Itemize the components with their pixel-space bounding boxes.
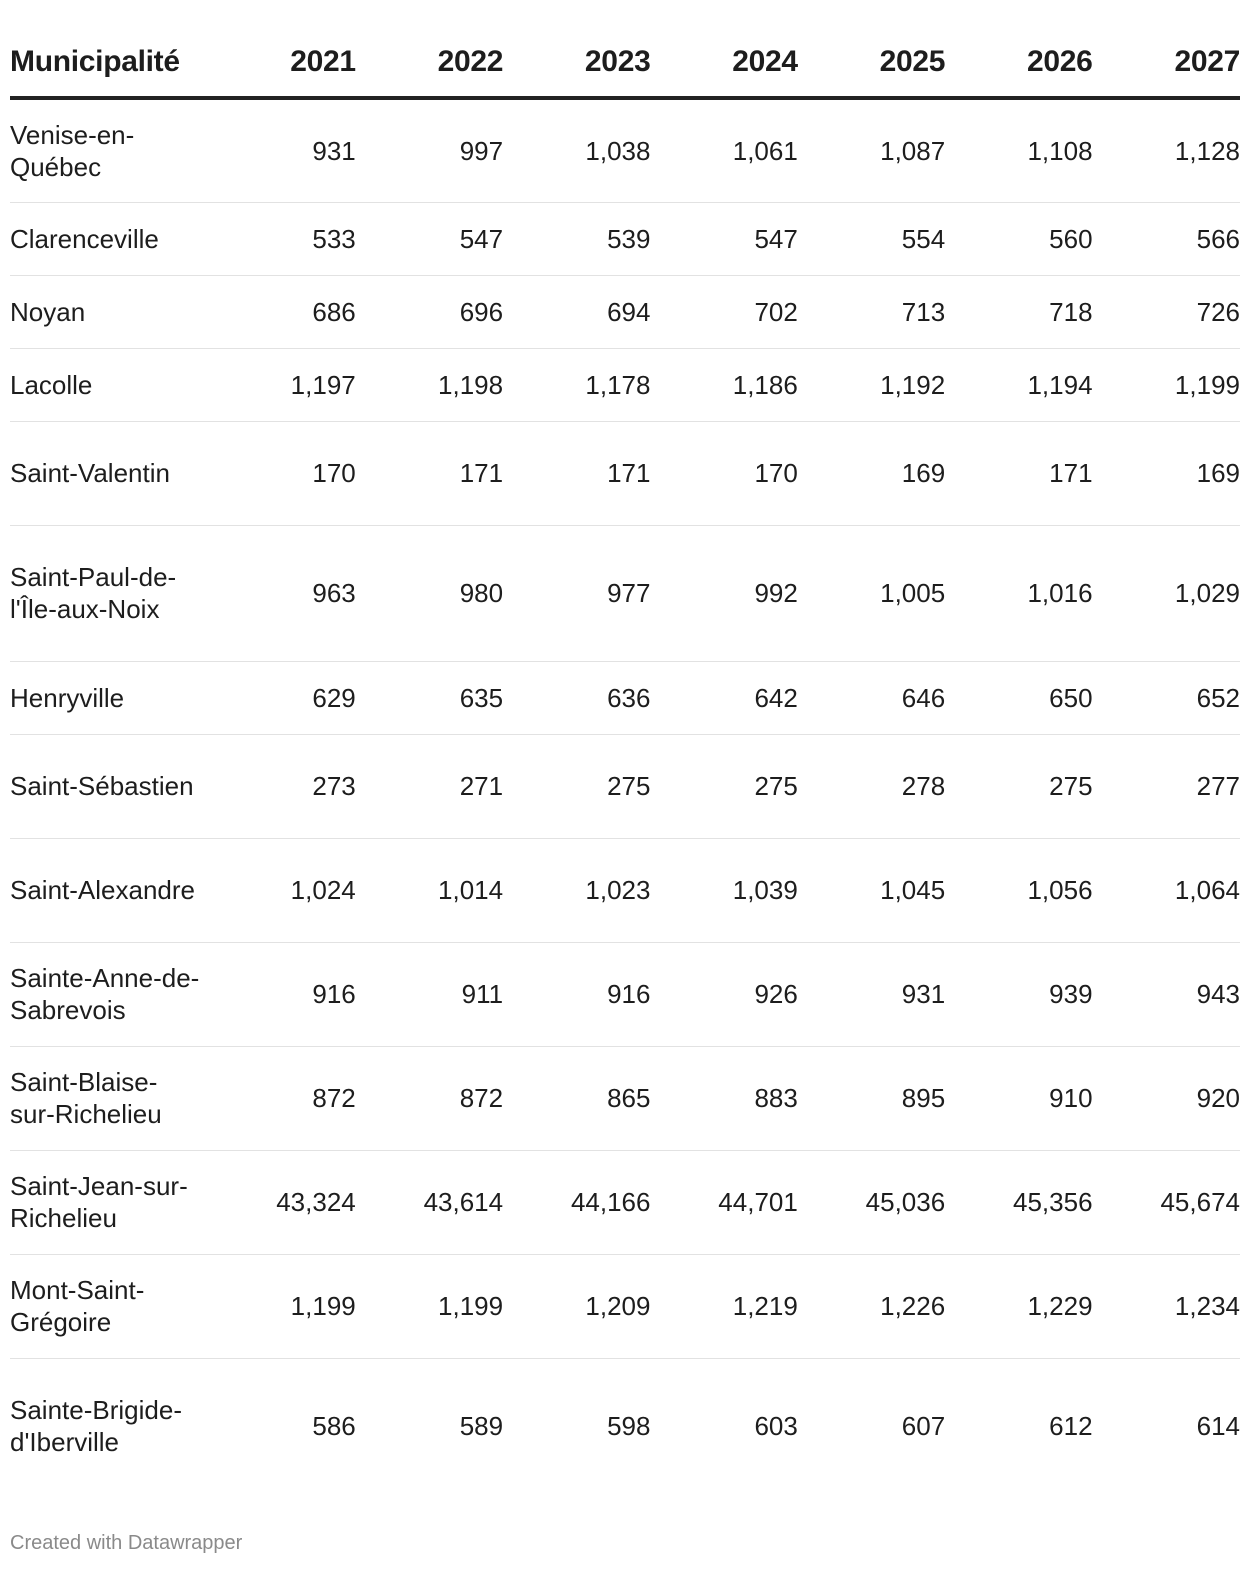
table-cell: 589 (459, 1411, 504, 1442)
table-cell: 642 (650, 661, 797, 734)
table-cell: 1,029 (1093, 525, 1240, 661)
table-cell: 614 (1196, 1411, 1240, 1442)
table-cell: 1,023 (503, 838, 650, 942)
table-row (10, 525, 1240, 661)
table-row (10, 348, 1240, 421)
header-row (10, 28, 1240, 98)
table-cell: 171 (945, 421, 1092, 525)
table-cell: 1,108 (945, 98, 1092, 202)
table-cell: 702 (650, 275, 797, 348)
table-cell: 170 (650, 421, 797, 525)
table-cell: 586 (312, 1411, 356, 1442)
table-cell: 547 (650, 202, 797, 275)
table-cell: 44,166 (503, 1150, 650, 1254)
table-cell: 271 (356, 734, 503, 838)
column-header[interactable]: 2021 (208, 28, 355, 98)
table-cell: 1,199 (356, 1254, 503, 1358)
table-cell: 872 (208, 1046, 355, 1150)
row-label: Saint-Alexandre (10, 838, 208, 942)
table-cell: 45,674 (1093, 1150, 1240, 1254)
data-table-wrapper (10, 28, 1240, 1494)
table-cell: 612 (1049, 1411, 1093, 1442)
table-cell: 718 (945, 275, 1092, 348)
row-label: Saint-Valentin (10, 421, 208, 525)
table-cell: 171 (356, 421, 503, 525)
row-label: Venise-en-Québec (10, 98, 208, 202)
table-cell: 931 (798, 942, 945, 1046)
table-cell: 926 (650, 942, 797, 1046)
table-cell: 1,234 (1093, 1254, 1240, 1358)
table-cell: 45,356 (945, 1150, 1092, 1254)
table-cell: 883 (650, 1046, 797, 1150)
table-cell: 1,197 (208, 348, 355, 421)
table-cell: 931 (208, 98, 355, 202)
table-cell: 44,701 (650, 1150, 797, 1254)
row-label: Sainte-Anne-de-Sabrevois (10, 942, 208, 1046)
table-cell: 1,045 (798, 838, 945, 942)
table-cell: 533 (208, 202, 355, 275)
column-header[interactable]: 2027 (1093, 28, 1240, 98)
table-cell: 603 (754, 1411, 798, 1442)
table-cell: 694 (503, 275, 650, 348)
table-cell: 275 (503, 734, 650, 838)
table-row (10, 661, 1240, 734)
table-body (10, 98, 1240, 1494)
column-header[interactable]: 2026 (945, 28, 1092, 98)
table-cell: 977 (503, 525, 650, 661)
table-row (10, 1150, 1240, 1254)
table-cell: 43,614 (356, 1150, 503, 1254)
row-label: Mont-Saint-Grégoire (10, 1254, 208, 1358)
table-cell: 636 (503, 661, 650, 734)
table-row (10, 275, 1240, 348)
table-row (10, 421, 1240, 525)
table-cell: 865 (503, 1046, 650, 1150)
row-label: Henryville (10, 661, 208, 734)
table-cell: 170 (208, 421, 355, 525)
table-cell: 1,178 (503, 348, 650, 421)
table-cell: 554 (798, 202, 945, 275)
table-row (10, 202, 1240, 275)
table-cell: 939 (945, 942, 1092, 1046)
table-cell: 43,324 (208, 1150, 355, 1254)
column-header[interactable]: 2023 (503, 28, 650, 98)
table-cell: 547 (356, 202, 503, 275)
column-header[interactable]: 2025 (798, 28, 945, 98)
table-cell: 1,061 (650, 98, 797, 202)
table-row (10, 838, 1240, 942)
table-cell: 1,024 (208, 838, 355, 942)
table-cell: 1,038 (503, 98, 650, 202)
table-cell: 598 (607, 1411, 651, 1442)
table-cell: 1,192 (798, 348, 945, 421)
table-cell: 1,128 (1093, 98, 1240, 202)
table-cell: 895 (798, 1046, 945, 1150)
table-cell: 686 (208, 275, 355, 348)
table-cell: 277 (1093, 734, 1240, 838)
table-cell: 169 (1093, 421, 1240, 525)
row-label: Saint-Sébastien (10, 734, 208, 838)
table-cell: 916 (503, 942, 650, 1046)
row-label: Sainte-Brigide-d'Iberville (10, 1395, 182, 1458)
column-header[interactable]: 2024 (650, 28, 797, 98)
table-cell: 45,036 (798, 1150, 945, 1254)
table-cell: 1,198 (356, 348, 503, 421)
population-table (10, 28, 1240, 1494)
table-row (10, 942, 1240, 1046)
table-cell: 963 (208, 525, 355, 661)
table-cell: 652 (1093, 661, 1240, 734)
row-label: Saint-Paul-de-l'Île-aux-Noix (10, 525, 208, 661)
table-cell: 539 (503, 202, 650, 275)
table-cell: 997 (356, 98, 503, 202)
table-cell: 1,064 (1093, 838, 1240, 942)
table-cell: 911 (356, 942, 503, 1046)
table-cell: 910 (945, 1046, 1092, 1150)
table-cell: 1,226 (798, 1254, 945, 1358)
table-cell: 1,219 (650, 1254, 797, 1358)
table-cell: 1,209 (503, 1254, 650, 1358)
table-row (10, 1358, 1240, 1494)
table-cell: 650 (945, 661, 1092, 734)
column-header[interactable]: Municipalité (10, 28, 208, 98)
table-row (10, 734, 1240, 838)
table-row (10, 1254, 1240, 1358)
table-cell: 278 (798, 734, 945, 838)
table-cell: 1,194 (945, 348, 1092, 421)
table-cell: 872 (356, 1046, 503, 1150)
table-cell: 980 (356, 525, 503, 661)
table-cell: 1,016 (945, 525, 1092, 661)
column-header[interactable]: 2022 (356, 28, 503, 98)
row-label: Lacolle (10, 348, 208, 421)
table-cell: 1,005 (798, 525, 945, 661)
row-label: Saint-Blaise-sur-Richelieu (10, 1046, 208, 1150)
table-row (10, 1046, 1240, 1150)
table-cell: 169 (798, 421, 945, 525)
table-cell: 726 (1093, 275, 1240, 348)
table-cell: 696 (356, 275, 503, 348)
table-cell: 1,199 (208, 1254, 355, 1358)
table-cell: 1,199 (1093, 348, 1240, 421)
table-cell: 635 (356, 661, 503, 734)
table-cell: 916 (208, 942, 355, 1046)
table-cell: 275 (650, 734, 797, 838)
table-cell: 1,056 (945, 838, 1092, 942)
table-cell: 1,087 (798, 98, 945, 202)
table-cell: 646 (798, 661, 945, 734)
table-cell: 566 (1093, 202, 1240, 275)
table-cell: 1,186 (650, 348, 797, 421)
table-cell: 607 (901, 1411, 946, 1442)
table-cell: 629 (208, 661, 355, 734)
table-cell: 943 (1093, 942, 1240, 1046)
table-cell: 273 (208, 734, 355, 838)
table-cell: 560 (945, 202, 1092, 275)
table-cell: 713 (798, 275, 945, 348)
row-label: Noyan (10, 275, 208, 348)
table-row (10, 98, 1240, 202)
footer-credit: Created with Datawrapper (10, 1532, 243, 1554)
table-cell: 1,229 (945, 1254, 1092, 1358)
table-cell: 1,014 (356, 838, 503, 942)
table-cell: 171 (503, 421, 650, 525)
row-label: Clarenceville (10, 202, 208, 275)
row-label: Saint-Jean-sur-Richelieu (10, 1150, 208, 1254)
table-cell: 275 (945, 734, 1092, 838)
table-cell: 1,039 (650, 838, 797, 942)
table-cell: 992 (650, 525, 797, 661)
table-cell: 920 (1093, 1046, 1240, 1150)
